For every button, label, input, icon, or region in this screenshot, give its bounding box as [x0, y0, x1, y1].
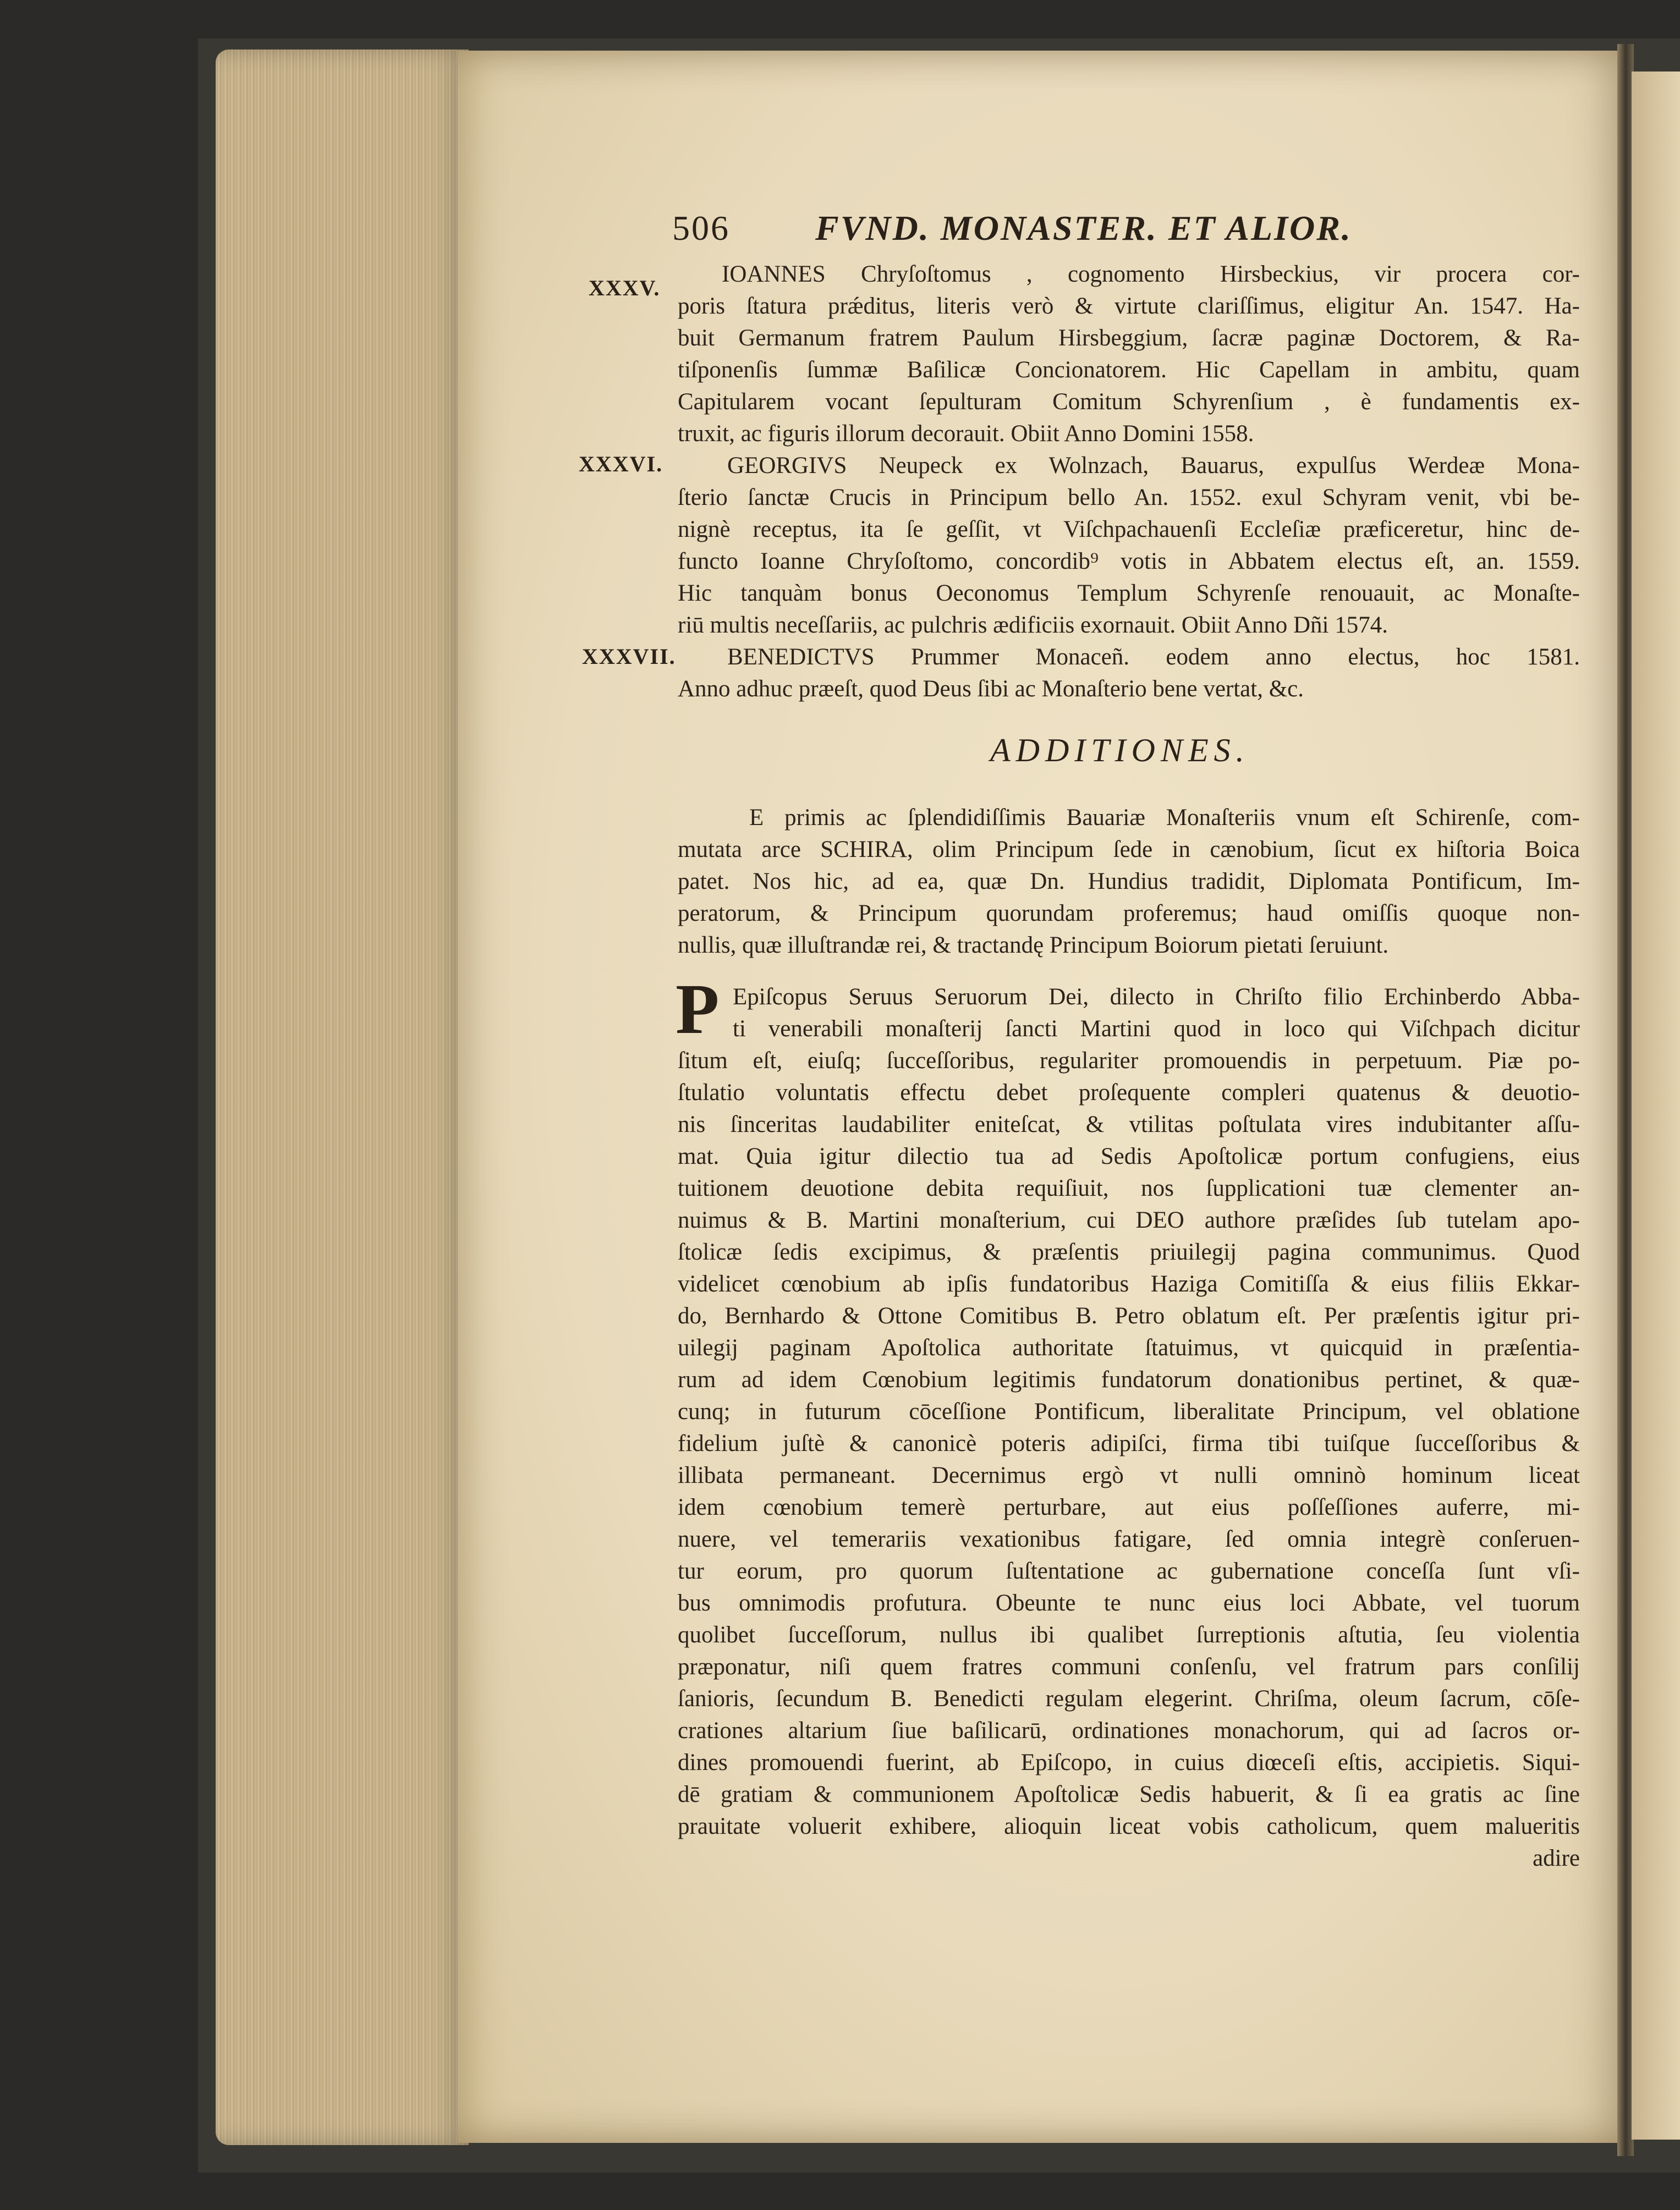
text-line: buit Germanum fratrem Paulum Hirsbeggium, ſacræ paginæ Doctorem, & Ra- — [678, 325, 1580, 351]
text-line: patet. Nos hic, ad ea, quæ Dn. Hundius tradidit, Diplomata Pontificum, Im- — [678, 868, 1580, 894]
text-line: illibata permaneant. Decernimus ergò vt nulli omninò hominum liceat — [678, 1463, 1580, 1488]
text-line: ſterio ſanctæ Crucis in Principum bello An. 1552. exul Schyram venit, vbi be- — [678, 485, 1580, 510]
text-line: cunq; in futurum cōceſſione Pontificum, liberalitate Principum, vel oblatione — [678, 1399, 1580, 1425]
entry-numeral: XXXV. — [589, 276, 661, 300]
text-line: riū multis neceſſariis, ac pulchris ædificiis exornauit. Obiit Anno Dñi 1574. — [678, 612, 1388, 638]
page-number: 506 — [672, 208, 730, 248]
text-line: dines promouendi fuerint, ab Epiſcopo, in cuius diœceſi eſtis, accipietis. Siqui- — [678, 1750, 1580, 1775]
page-fore-edge — [216, 50, 469, 2145]
section-title: ADDITIONES. — [990, 732, 1250, 768]
drop-cap: P — [676, 970, 720, 1049]
text-line: do, Bernhardo & Ottone Comitibus B. Petro oblatum eſt. Per præſentis igitur pri- — [678, 1303, 1580, 1329]
text-line: ſtulatio voluntatis effectu debet proſequente compleri quatenus & deuotio- — [678, 1080, 1580, 1106]
text-line: dē gratiam & communionem Apoſtolicæ Sedis habuerit, & ſi ea gratis ac ſine — [678, 1782, 1580, 1807]
running-title: FVND. MONASTER. ET ALIOR. — [815, 208, 1352, 248]
text-line: fidelium juſtè & canonicè poteris adipiſci, firma tibi tuiſque ſucceſſoribus & — [678, 1431, 1580, 1456]
text-line: crationes altarium ſiue baſilicarū, ordinationes monachorum, qui ad ſacros or- — [678, 1718, 1580, 1744]
text-line: nuere, vel temerariis vexationibus fatigare, ſed omnia integrè conſeruen- — [678, 1526, 1580, 1552]
text-line: prauitate voluerit exhibere, alioquin liceat vobis catholicum, quem malueritis — [678, 1813, 1580, 1839]
text-line: functo Ioanne Chryſoſtomo, concordib⁹ votis in Abbatem electus eſt, an. 1559. — [678, 548, 1580, 574]
text-line: quolibet ſucceſſorum, nullus ibi qualibet ſurreptionis aſtutia, ſeu violentia — [678, 1622, 1580, 1648]
text-line: nis ſinceritas laudabiliter eniteſcat, & vtilitas poſtulata vires indubitanter aſſu- — [678, 1112, 1580, 1137]
text-line: peratorum, & Principum quorundam proferemus; haud omiſſis quoque non- — [678, 900, 1580, 926]
text-line: mat. Quia igitur dilectio tua ad Sedis Apoſtolicæ portum confugiens, eius — [678, 1144, 1580, 1169]
text-line: IOANNES Chryſoſtomus , cognomento Hirsbeckius, vir procera cor- — [722, 261, 1580, 287]
text-line: Anno adhuc præeſt, quod Deus ſibi ac Monaſterio bene vertat, &c. — [678, 676, 1304, 702]
text-line: ſanioris, ſecundum B. Benedicti regulam elegerint. Chriſma, oleum ſacrum, cōſe- — [678, 1686, 1580, 1712]
text-line: ſtolicæ ſedis excipimus, & præſentis priuilegij pagina communimus. Quod — [678, 1239, 1580, 1265]
text-line: truxit, ac figuris illorum decorauit. Obiit Anno Domini 1558. — [678, 421, 1254, 447]
text-line: Epiſcopus Seruus Seruorum Dei, dilecto in Chriſto filio Erchinberdo Abba- — [733, 984, 1580, 1010]
text-line: tur eorum, pro quorum ſuſtentatione ac gubernatione conceſſa ſunt vſi- — [678, 1558, 1580, 1584]
text-line: nuimus & B. Martini monaſterium, cui DEO authore præſides ſub tutelam apo- — [678, 1207, 1580, 1233]
text-line: rum ad idem Cœnobium legitimis fundatorum donationibus pertinet, & quæ- — [678, 1367, 1580, 1393]
text-line: mutata arce SCHIRA, olim Principum ſede in cænobium, ſicut ex hiſtoria Boica — [678, 837, 1580, 862]
catchword: adire — [1533, 1845, 1580, 1871]
text-line: ſitum eſt, eiuſq; ſucceſſoribus, regulariter promouendis in perpetuum. Piæ po- — [678, 1048, 1580, 1074]
text-line: bus omnimodis profutura. Obeunte te nunc eius loci Abbate, vel tuorum — [678, 1590, 1580, 1616]
text-line: Hic tanquàm bonus Oeconomus Templum Schyrenſe renouauit, ac Monaſte- — [678, 580, 1580, 606]
text-line: E primis ac ſplendidiſſimis Bauariæ Monaſteriis vnum eſt Schirenſe, com- — [749, 805, 1580, 831]
entry-numeral: XXXVI. — [579, 452, 663, 476]
text-line: præponatur, niſi quem fratres communi conſenſu, vel fratrum pars conſilij — [678, 1654, 1580, 1680]
page-header — [672, 208, 1580, 257]
entry-numeral: XXXVII. — [582, 644, 676, 669]
text-line: idem cœnobium temerè perturbare, aut eius poſſeſſiones auferre, mi- — [678, 1494, 1580, 1520]
text-line: nignè receptus, ita ſe geſſit, vt Viſchpachauenſi Eccleſiæ præficeretur, hinc de- — [678, 516, 1580, 542]
facing-page-edge — [1632, 72, 1680, 2140]
text-line: nullis, quæ illuſtrandæ rei, & tractandę Principum Boiorum pietati ſeruiunt. — [678, 932, 1389, 958]
text-line: Capitularem vocant ſepulturam Comitum Schyrenſium , è fundamentis ex- — [678, 389, 1580, 415]
text-line: GEORGIVS Neupeck ex Wolnzach, Bauarus, expulſus Werdeæ Mona- — [727, 453, 1580, 479]
text-line: poris ſtatura prǽditus, literis verò & virtute clariſſimus, eligitur An. 1547. Ha- — [678, 293, 1580, 319]
text-line: ti venerabili monaſterij ſancti Martini quod in loco qui Viſchpach dicitur — [733, 1016, 1580, 1042]
text-line: tiſponenſis ſummæ Baſilicæ Concionatorem. Hic Capellam in ambitu, quam — [678, 357, 1580, 383]
text-line: tuitionem deuotione debita requiſiuit, nos ſupplicationi tuæ clementer an- — [678, 1175, 1580, 1201]
text-line: videlicet cœnobium ab ipſis fundatoribus Haziga Comitiſſa & eius filiis Ekkar- — [678, 1271, 1580, 1297]
text-line: BENEDICTVS Prummer Monaceñ. eodem anno electus, hoc 1581. — [727, 644, 1580, 670]
text-line: uilegij paginam Apoſtolica authoritate ſtatuimus, vt quicquid in præſentia- — [678, 1335, 1580, 1361]
